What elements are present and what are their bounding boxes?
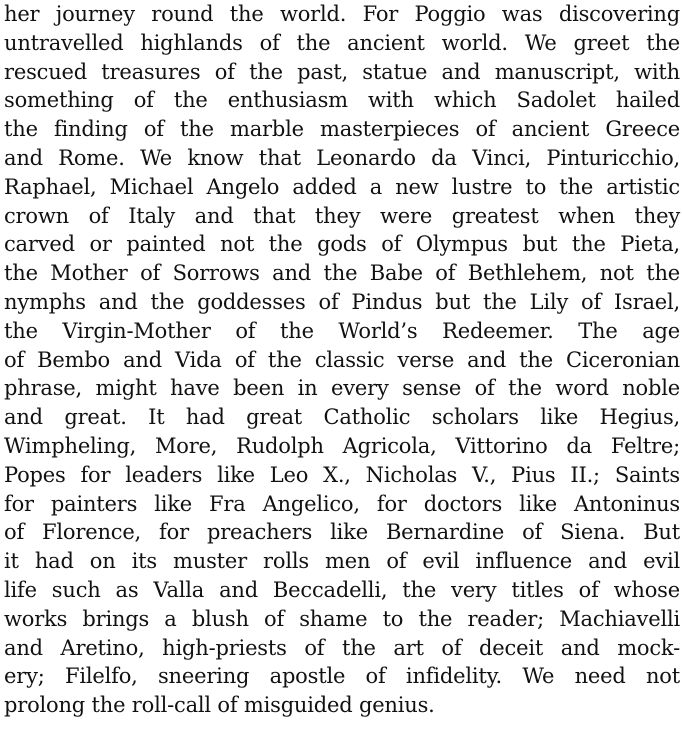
- text-line: crown of Italy and that they were greatest when they: [4, 203, 680, 228]
- text-line: phrase, might have been in every sense of the word noble: [4, 376, 680, 401]
- text-line: of Florence, for preachers like Bernardine of Siena. But: [4, 520, 680, 545]
- text-line: life such as Valla and Beccadelli, the very titles of whose: [4, 577, 680, 602]
- text-line: carved or painted not the gods of Olympus but the Pieta,: [4, 232, 680, 257]
- text-line: the finding of the marble masterpieces of ancient Greece: [4, 117, 680, 142]
- text-line: works brings a blush of shame to the reader; Machiavelli: [4, 606, 680, 631]
- document-page: [4, 0, 680, 720]
- text-line: for painters like Fra Angelico, for doctors like Antoninus: [4, 491, 680, 516]
- text-line: the Mother of Sorrows and the Babe of Bethlehem, not the: [4, 261, 680, 286]
- text-line: the Virgin-Mother of the World’s Redeemer. The age: [4, 318, 680, 343]
- text-line: prolong the roll-call of misguided genius.: [4, 693, 435, 718]
- text-line: and Rome. We know that Leonardo da Vinci, Pinturicchio,: [4, 145, 680, 170]
- text-line: rescued treasures of the past, statue and manuscript, with: [4, 59, 680, 84]
- text-line: it had on its muster rolls men of evil influence and evil: [4, 549, 680, 574]
- text-line: of Bembo and Vida of the classic verse and the Ciceronian: [4, 347, 680, 372]
- text-line: untravelled highlands of the ancient world. We greet the: [4, 30, 680, 55]
- text-line: ery; Filelfo, sneering apostle of infidelity. We need not: [4, 664, 680, 689]
- text-line: her journey round the world. For Poggio was discovering: [4, 2, 680, 26]
- text-line: Wimpheling, More, Rudolph Agricola, Vittorino da Feltre;: [4, 433, 680, 458]
- text-line: nymphs and the goddesses of Pindus but the Lily of Israel,: [4, 289, 680, 314]
- text-line: Popes for leaders like Leo X., Nicholas V., Pius II.; Saints: [4, 462, 680, 487]
- text-line: and Aretino, high-priests of the art of deceit and mock-: [4, 635, 680, 660]
- text-line: and great. It had great Catholic scholars like Hegius,: [4, 405, 680, 430]
- text-line: something of the enthusiasm with which Sadolet hailed: [4, 88, 680, 113]
- text-line: Raphael, Michael Angelo added a new lustre to the artistic: [4, 174, 680, 199]
